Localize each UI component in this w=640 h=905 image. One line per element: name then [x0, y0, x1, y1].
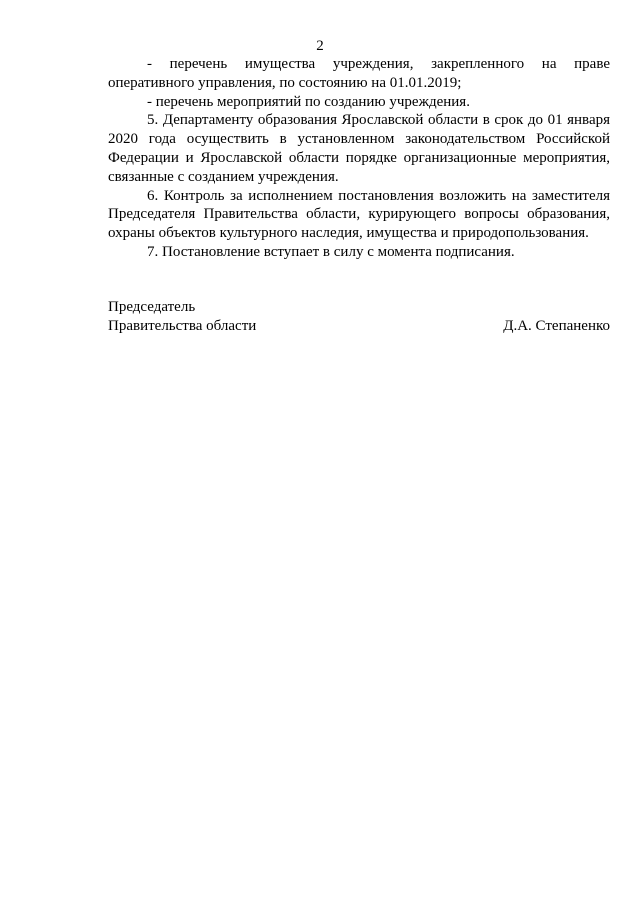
- paragraph-item-6: 6. Контроль за исполнением постановления возложить на заместителя Председателя Правительства области, курирующего вопросы образования, охраны объектов культурного наследия, имущества и природопользования.: [108, 187, 610, 242]
- page-number: 2: [316, 38, 324, 54]
- paragraph-activities-list: - перечень мероприятий по созданию учреждения.: [147, 93, 470, 110]
- signature-block: [108, 298, 610, 336]
- paragraph-item-7: 7. Постановление вступает в силу с момента подписания.: [147, 243, 515, 260]
- document-body: [108, 55, 610, 262]
- signature-row: [108, 317, 610, 336]
- paragraph-item-5: 5. Департаменту образования Ярославской области в срок до 01 января 2020 года осуществить в установленном законодательством Российской Федерации и Ярославской области порядке организационные мероприятия, связанные с созданием учреждения.: [108, 112, 610, 185]
- signatory-name: Д.А. Степаненко: [503, 317, 610, 334]
- signatory-title-line2: Правительства области: [108, 317, 257, 334]
- paragraph-property-list: - перечень имущества учреждения, закрепленного на праве оперативного управления, по состоянию на 01.01.2019;: [108, 56, 610, 91]
- signatory-title-line1: Председатель: [108, 299, 196, 315]
